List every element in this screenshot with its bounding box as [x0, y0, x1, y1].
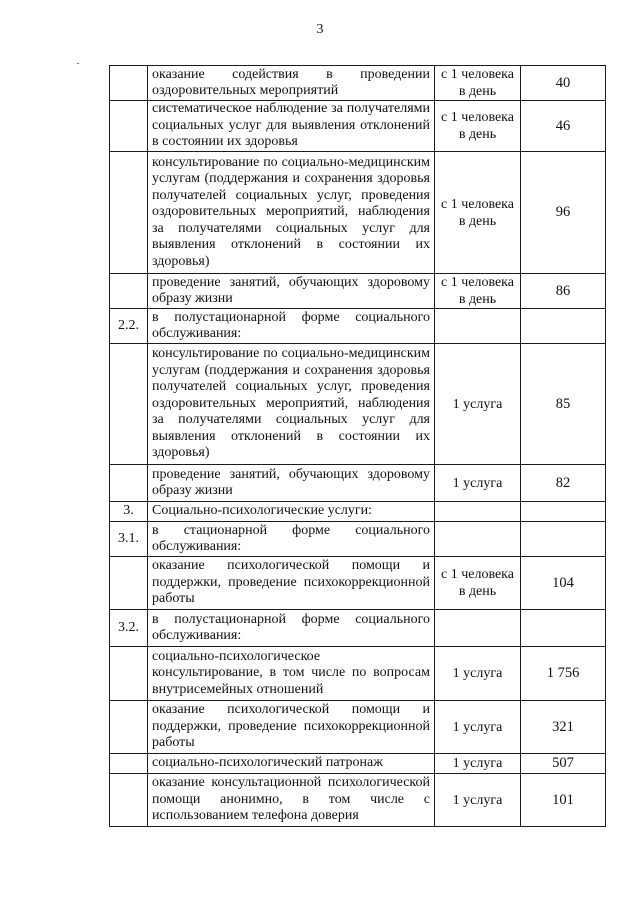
value-cell: 86	[521, 274, 606, 309]
service-description-cell: в полустационарной форме социального обслуживания:	[148, 309, 435, 344]
table-row	[110, 647, 606, 701]
unit-cell: с 1 человека в день	[435, 152, 521, 274]
row-number-cell	[110, 152, 148, 274]
service-description-cell: социально-психологическое консультирование, в том числе по вопросам внутрисемейных отношений	[148, 647, 435, 701]
unit-cell: 1 услуга	[435, 701, 521, 754]
row-number-cell	[110, 701, 148, 754]
unit-cell: с 1 человека в день	[435, 101, 521, 152]
unit-cell	[435, 610, 521, 647]
row-number-cell	[110, 557, 148, 610]
row-number-cell: 3.2.	[110, 610, 148, 647]
row-number-cell: 3.1.	[110, 522, 148, 557]
value-cell: 46	[521, 101, 606, 152]
service-description-cell: проведение занятий, обучающих здоровому образу жизни	[148, 274, 435, 309]
margin-mark	[77, 63, 79, 64]
row-number-cell	[110, 774, 148, 827]
row-number-cell: 3.	[110, 502, 148, 522]
unit-cell: 1 услуга	[435, 647, 521, 701]
table-row	[110, 309, 606, 344]
unit-cell	[435, 522, 521, 557]
value-cell: 104	[521, 557, 606, 610]
value-cell: 1 756	[521, 647, 606, 701]
value-cell: 96	[521, 152, 606, 274]
value-cell: 101	[521, 774, 606, 827]
service-description-cell: оказание психологической помощи и поддержки, проведение психокоррекционной работы	[148, 701, 435, 754]
row-number-cell	[110, 66, 148, 101]
row-number-cell	[110, 274, 148, 309]
table-row	[110, 557, 606, 610]
service-description-cell: в стационарной форме социального обслуживания:	[148, 522, 435, 557]
service-description-cell: оказание содействия в проведении оздоровительных мероприятий	[148, 66, 435, 101]
unit-cell	[435, 502, 521, 522]
table-row	[110, 701, 606, 754]
unit-cell: 1 услуга	[435, 774, 521, 827]
table-row	[110, 465, 606, 502]
service-description-cell: оказание психологической помощи и поддержки, проведение психокоррекционной работы	[148, 557, 435, 610]
page-number: 3	[316, 22, 324, 37]
table-row	[110, 101, 606, 152]
table-row	[110, 502, 606, 522]
table-row	[110, 66, 606, 101]
value-cell	[521, 502, 606, 522]
row-number-cell	[110, 101, 148, 152]
service-description-cell: социально-психологический патронаж	[148, 754, 435, 774]
service-description-cell: Социально-психологические услуги:	[148, 502, 435, 522]
table-row	[110, 152, 606, 274]
table-row	[110, 610, 606, 647]
service-description-cell: систематическое наблюдение за получателями социальных услуг для выявления отклонений в состоянии их здоровья	[148, 101, 435, 152]
table-row	[110, 274, 606, 309]
table-row	[110, 774, 606, 827]
unit-cell	[435, 309, 521, 344]
unit-cell: с 1 человека в день	[435, 557, 521, 610]
value-cell	[521, 522, 606, 557]
unit-cell: 1 услуга	[435, 754, 521, 774]
unit-cell: с 1 человека в день	[435, 66, 521, 101]
service-description-cell: проведение занятий, обучающих здоровому образу жизни	[148, 465, 435, 502]
unit-cell: 1 услуга	[435, 344, 521, 465]
row-number-cell	[110, 465, 148, 502]
service-description-cell: консультирование по социально-медицинским услугам (поддержания и сохранения здоровья получателей социальных услуг, проведения оздоровительных мероприятий, наблюдения за получателями социальных услуг для выявления отклонений в состоянии их здоровья)	[148, 152, 435, 274]
unit-cell: с 1 человека в день	[435, 274, 521, 309]
service-description-cell: оказание консультационной психологической помощи анонимно, в том числе с использованием телефона доверия	[148, 774, 435, 827]
value-cell: 321	[521, 701, 606, 754]
row-number-cell	[110, 754, 148, 774]
row-number-cell: 2.2.	[110, 309, 148, 344]
row-number-cell	[110, 647, 148, 701]
value-cell: 507	[521, 754, 606, 774]
value-cell: 85	[521, 344, 606, 465]
value-cell	[521, 309, 606, 344]
value-cell: 40	[521, 66, 606, 101]
service-description-cell: консультирование по социально-медицинским услугам (поддержания и сохранения здоровья получателей социальных услуг, проведения оздоровительных мероприятий, наблюдения за получателями социальных услуг для выявления отклонений в состоянии их здоровья)	[148, 344, 435, 465]
row-number-cell	[110, 344, 148, 465]
services-tariff-table	[109, 65, 606, 827]
value-cell: 82	[521, 465, 606, 502]
value-cell	[521, 610, 606, 647]
table-row	[110, 522, 606, 557]
service-description-cell: в полустационарной форме социального обслуживания:	[148, 610, 435, 647]
table-row	[110, 754, 606, 774]
table-row	[110, 344, 606, 465]
unit-cell: 1 услуга	[435, 465, 521, 502]
